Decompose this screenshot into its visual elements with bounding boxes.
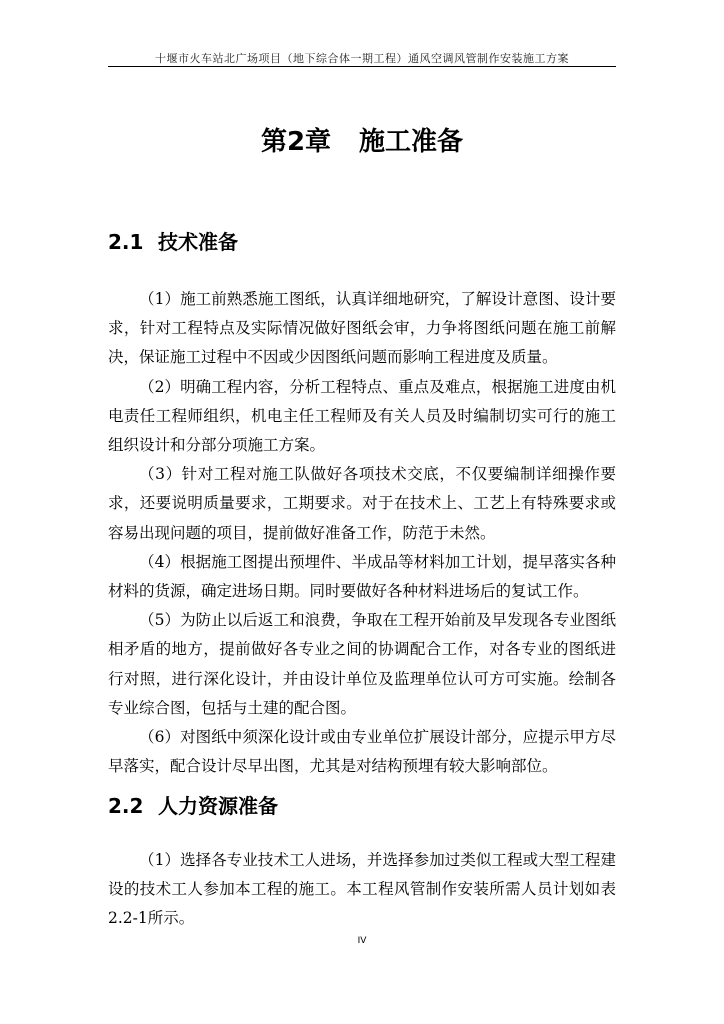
page-number: IV: [357, 936, 367, 946]
running-header: 十堰市火车站北广场项目（地下综合体一期工程）通风空调风管制作安装施工方案: [155, 52, 569, 65]
paragraph: （3）针对工程对施工队做好各项技术交底，不仅要编制详细操作要求，还要说明质量要求，工期要求。对于在技术上、工艺上有特殊要求或容易出现问题的项目，提前做好准备工作，防范于未然。: [108, 465, 616, 542]
section-number: 2.2: [108, 794, 144, 818]
section-2-2-body: [108, 846, 616, 934]
section-title: 人力资源准备: [158, 794, 278, 818]
paragraph: （2）明确工程内容，分析工程特点、重点及难点，根据施工进度由机电责任工程师组织，机电主任工程师及有关人员及时编制切实可行的施工组织设计和分部分项施工方案。: [108, 377, 616, 455]
paragraph: （5）为防止以后返工和浪费，争取在工程开始前及早发现各专业图纸相矛盾的地方，提前做好各专业之间的协调配合工作，对各专业的图纸进行对照，进行深化设计，并由设计单位及监理单位认可方可实施。绘制各专业综合图，包括与土建的配合图。: [108, 611, 616, 717]
section-heading-2-1: [108, 226, 238, 255]
chapter-title: [108, 121, 616, 158]
chapter-name: 施工准备: [359, 127, 464, 157]
section-2-1-body: [108, 285, 616, 781]
header-rule: [108, 66, 616, 67]
paragraph: （1）施工前熟悉施工图纸，认真详细地研究，了解设计意图、设计要求，针对工程特点及实际情况做好图纸会审，力争将图纸问题在施工前解决，保证施工过程中不因或少因图纸问题而影响工程进度及质量。: [108, 290, 616, 367]
paragraph: （4）根据施工图提出预埋件、半成品等材料加工计划，提早落实各种材料的货源，确定进场日期。同时要做好各种材料进场后的复试工作。: [108, 552, 616, 601]
section-heading-2-2: [108, 790, 278, 819]
section-title: 技术准备: [158, 230, 238, 254]
paragraph: （6）对图纸中须深化设计或由专业单位扩展设计部分，应提示甲方尽早落实，配合设计尽早出图，尤其是对结构预埋有较大影响部位。: [108, 728, 616, 776]
paragraph: （1）选择各专业技术工人进场，并选择参加过类似工程或大型工程建设的技术工人参加本工程的施工。本工程风管制作安装所需人员计划如表2.2-1所示。: [108, 851, 616, 928]
section-number: 2.1: [108, 230, 144, 254]
chapter-number: 第2章: [260, 127, 332, 157]
